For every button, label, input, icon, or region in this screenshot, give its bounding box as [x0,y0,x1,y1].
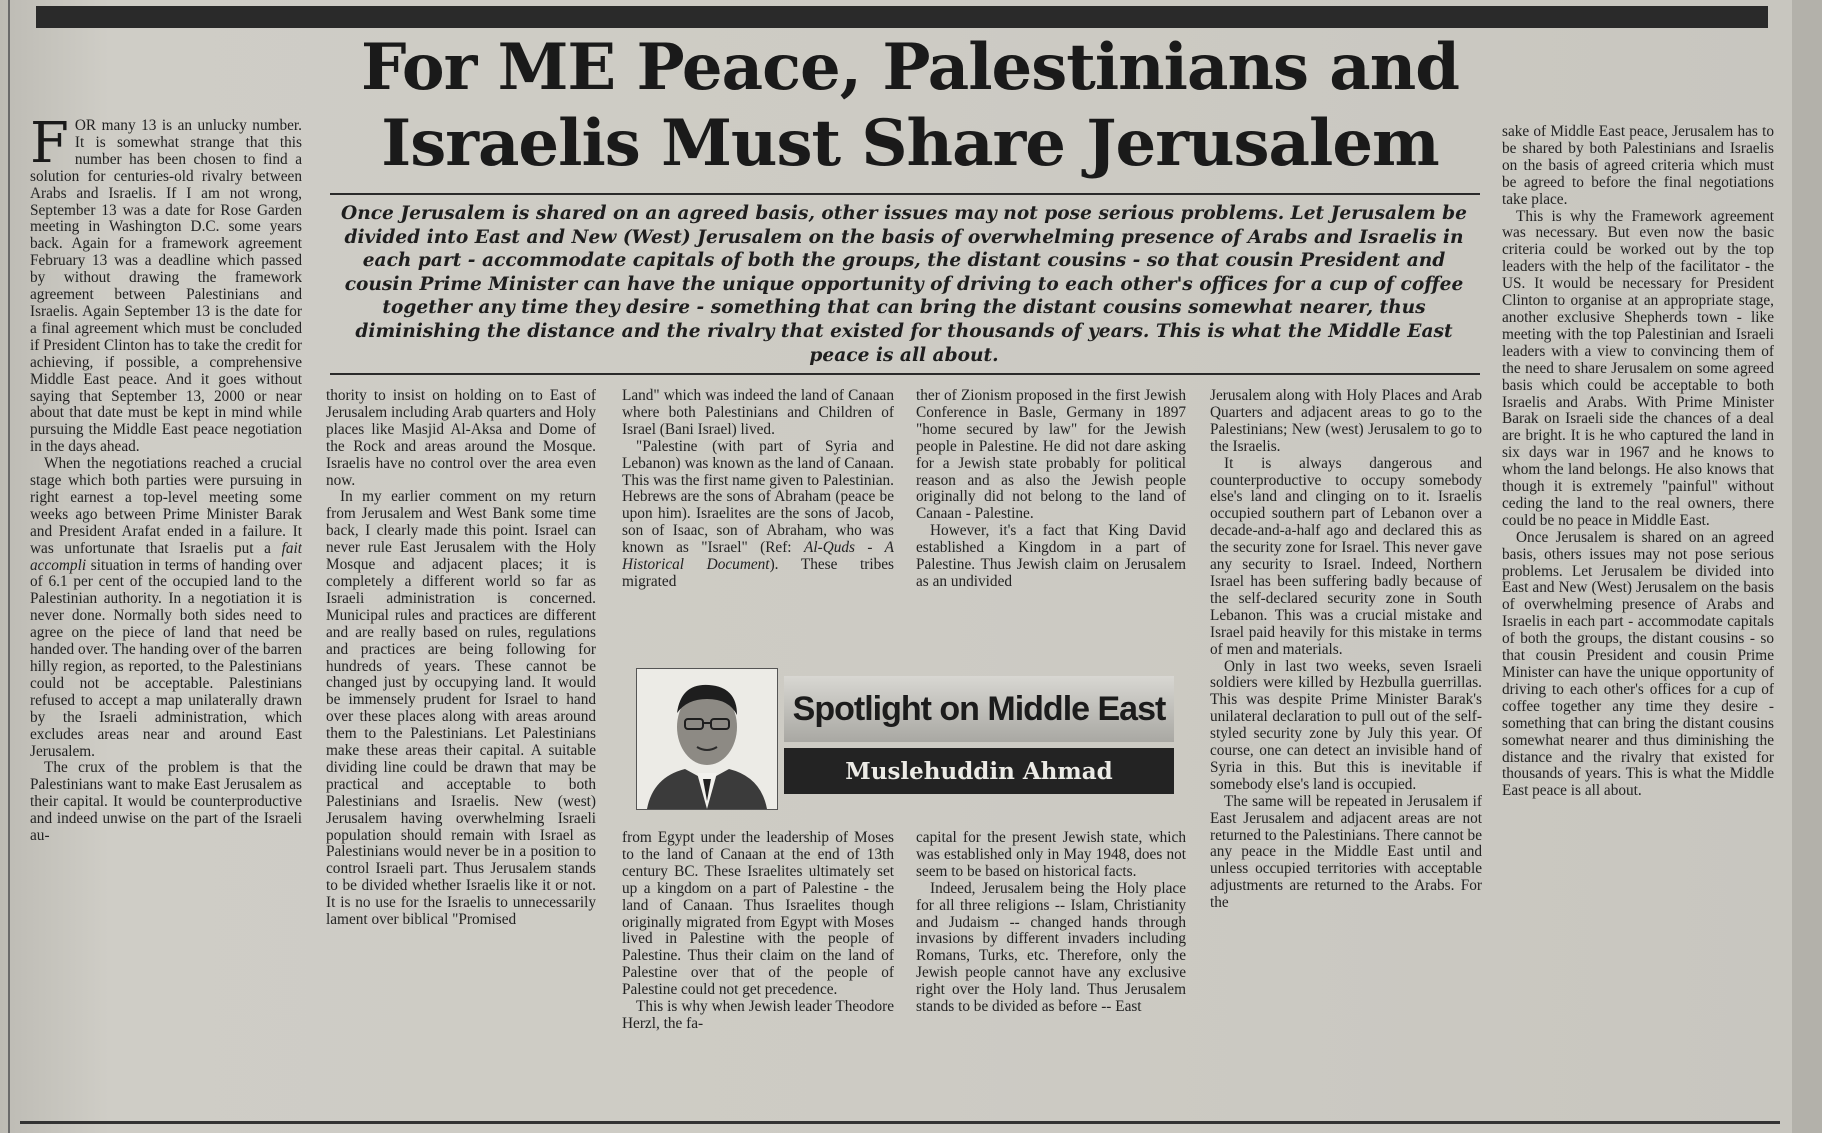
paragraph: ther of Zionism proposed in the first Jewish Conference in Basle, Germany in 1897 "home secured by law" for the Jewish people in Palestine. He did not dare asking for a Jewish state probably for political reason and as also the Jewish people originally did not belong to the land of Canaan - Palestine. [916,388,1186,523]
spotlight-title: Spotlight on Middle East [784,676,1174,742]
drop-cap: F [30,118,69,176]
paragraph: Only in last two weeks, seven Israeli soldiers were killed by Hezbulla guerrillas. This was despite Prime Minister Barak's unilateral declaration to pull out of the self-styled security zone by July this year. Of course, one can detect an invisible hand of Syria in this. But this is inevitable if somebody else's land is occupied. [1210,657,1482,793]
paragraph: The crux of the problem is that the Palestinians want to make East Jerusalem as their capital. It would be counterproductive and indeed unwise on the part of the Israeli au- [30,759,302,845]
deck-summary: Once Jerusalem is shared on an agreed basis, other issues may not pose serious problems. Let Jerusalem be divided into East and New (West) Jerusalem on the basis of overwhelming presence of Arabs and Israelis in each part - accommodate capitals of both the groups, the distant cousins - so that cousin President and cousin Prime Minister can have the unique opportunity of driving to each other's offices for a cup of coffee together any time they desire - something that can bring the distant cousins somewhat nearer, thus diminishing the distance and the rivalry that existed for thousands of years. This is what the Middle East peace is all about. [341,203,1467,366]
spotlight-box [636,668,1172,810]
headline-line-2: Israelis Must Share Jerusalem [381,106,1439,181]
paragraph: This is why when Jewish leader Theodore Herzl, the fa- [622,998,894,1032]
paragraph: from Egypt under the leadership of Moses to the land of Canaan at the end of 13th century BC. These Israelites ultimately set up a kingdom on a part of Palestine - the land of Canaan. Thus Israelites though originally migrated from Egypt with Moses lived in Palestine with the people of Palestine. Thus their claim on the land of Palestine over that of the people of Palestine could not get precedence. [622,830,894,999]
italic-phrase: fait accompli [30,539,302,574]
article-column-4-top [916,388,1186,646]
headline-line-1: For ME Peace, Palestinians and [360,30,1460,105]
article-column-1 [30,118,302,1108]
paragraph: However, it's a fact that King David established a Kingdom in a part of Palestine. Thus Jewish claim on Jerusalem as an undivided [916,522,1186,590]
paragraph: In my earlier comment on my return from Jerusalem and West Bank some time back, I clearly made this point. Israel can never rule East Jerusalem with the Holy Mosque and adjacent places; it is completely a different world so far as Israeli administration is concerned. Municipal rules and practices are different and are really based on rules, regulations and practices are being following for hundreds of years. These cannot be changed just by occupying land. It would be immensely prudent for Israel to hand over these places along with areas around them to the Palestinians. Let Palestinians make these areas their capital. A suitable dividing line could be drawn that may be practical and acceptable to both Palestinians and Israelis. New (west) Jerusalem having overwhelming Israeli population should remain with Israel as Palestinians would never be in a position to control Israeli part. Thus Jerusalem stands to be divided whether Israelis like it or not. It is no use for the Israelis to unnecessarily lament over biblical "Promised [326,488,596,929]
paragraph: Indeed, Jerusalem being the Holy place for all three religions -- Islam, Christianity and Judaism -- changed hands through invasions by different invaders including Romans, Turks, etc. Therefore, only the Jewish people cannot have any exclusive right over the Holy land. Thus Jerusalem stands to be divided as before -- East [916,879,1186,1016]
paragraph: Land" which was indeed the land of Canaan where both Palestinians and Children of Israel (Bani Israel) lived. [622,388,894,438]
article-column-3-bottom [622,830,894,1108]
paragraph: sake of Middle East peace, Jerusalem has to be shared by both Palestinians and Israelis on the basis of agreed criteria which must be agreed to before the final negotiations take place. [1502,124,1774,208]
paragraph: It is always dangerous and counterproductive to occupy somebody else's land and clinging on to it. Israelis occupied southern part of Lebanon over a decade-and-a-half ago and declared this as the security zone for Israel. This never gave any security to Israel. Indeed, Northern Israel has been suffering badly because of the self-declared security zone in South Lebanon. This was a crucial mistake and Israel paid heavily for this mistake in terms of men and materials. [1210,454,1482,658]
author-portrait-icon [637,669,777,809]
paragraph: When the negotiations reached a crucial stage which both parties were pursuing in right earnest a top-level meeting some weeks ago between Prime Minister Barak and President Arafat ended in a failure. It was unfortunate that Israelis put a fait accompli situation in terms of handing over of 6.1 per cent of the occupied land to the Palestinian authority. In a negotiation it is never done. Normally both sides need to agree on the piece of land that need be handed over. The handing over of the barren hilly region, as reported, to the Palestinians could not be acceptable. Palestinians refused to accept a map unilaterally drawn by the Israeli administration, which excludes areas near and around East Jerusalem. [30,455,302,760]
paragraph: capital for the present Jewish state, which was established only in May 1948, does not seem to be based on historical facts. [916,830,1186,880]
deck-bottom-rule [330,373,1480,375]
paragraph: Jerusalem along with Holy Places and Arab Quarters and adjacent areas to go to the Palestinians; New (west) Jerusalem to go to the Israelis. [1210,388,1482,455]
paragraph: "Palestine (with part of Syria and Lebanon) was known as the land of Canaan. This was the first name given to Palestinian. Hebrews are the sons of Abraham (peace be upon him). Israelites are the sons of Jacob, son of Isaac, son of Abraham, who was known as "Israel" (Ref: Al-Quds - A Historical Document). These tribes migrated [622,437,894,590]
author-byline: Muslehuddin Ahmad [784,748,1174,794]
italic-reference: Al-Quds - A Historical Document [622,539,894,574]
bottom-rule [20,1121,1780,1124]
article-column-5 [1210,388,1482,1110]
top-black-bar [36,6,1768,28]
adjacent-page-strip [1792,0,1822,1133]
headline [330,30,1490,182]
page-edge-line [8,0,10,1133]
author-photo [636,668,778,810]
paragraph: FOR many 13 is an unlucky number. It is somewhat strange that this number has been chosen to find a solution for centuries-old rivalry between Arabs and Israelis. If I am not wrong, September 13 was a date for Rose Garden meeting in Washington D.C. some years back. Again for a framework agreement February 13 was a deadline which passed by without drawing the framework agreement between Palestinians and Israelis. Again September 13 is the date for a final agreement which must be concluded if President Clinton has to take the credit for achieving, if possible, a comprehensive Middle East peace. And it goes without saying that September 13, 2000 or near about that date must be kept in mind while pursuing the Middle East peace negotiation in the days ahead. [30,118,302,456]
paragraph: This is why the Framework agreement was necessary. But even now the basic criteria could be worked out by the top leaders with the help of the facilitator - the US. It would be necessary for President Clinton to organise at an appropriate stage, another exclusive Shepherds town - like meeting with the top Palestinian and Israeli leaders with a view to convincing them of the need to share Jerusalem on some agreed basis which could be acceptable to both Israelis and Arabs. With Prime Minister Barak on Israeli side the chances of a deal are bright. It is he who captured the land in six days war in 1967 and he knows to whom the land belongs. He also knows that though it is extremely "painful" without ceding the land to the real owners, there could be no peace in Middle East. [1502,207,1774,529]
article-column-2 [326,388,596,1110]
article-column-4-bottom [916,830,1186,1108]
paragraph: thority to insist on holding on to East of Jerusalem including Arab quarters and Holy places like Masjid Al-Aksa and Dome of the Rock and areas around the Mosque. Israelis have no control over the area even now. [326,388,596,489]
deck-top-rule [330,193,1480,195]
paragraph: The same will be repeated in Jerusalem if East Jerusalem and adjacent areas are not returned to the Palestinians. There cannot be any peace in the Middle East until and unless occupied territories with acceptable adjustments are returned to the Arabs. For the [1210,792,1482,912]
article-column-3-top [622,388,894,646]
paragraph: Once Jerusalem is shared on an agreed basis, others issues may not pose serious problems. Let Jerusalem be divided into East and New (West) Jerusalem on the basis of overwhelming presence of Arabs and Israelis in each part - accommodate capitals of both the groups, the distant cousins - so that cousin President and cousin Prime Minister can have the unique opportunity of driving to each other's offices for a cup of coffee together any time they desire - something that can bring the distant cousins somewhat nearer and thus diminishing the distance and the rivalry that existed for thousands of years. This is what the Middle East peace is all about. [1502,528,1774,800]
article-column-6 [1502,124,1774,1110]
